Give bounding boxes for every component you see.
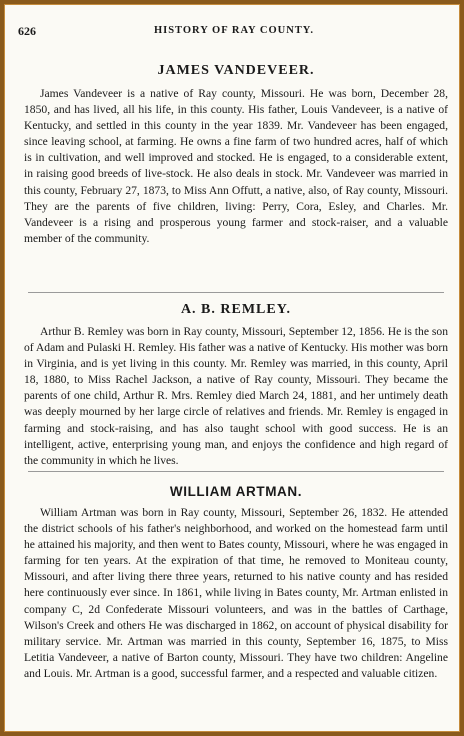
- running-title: HISTORY OF RAY COUNTY.: [153, 25, 315, 36]
- section-heading: JAMES VANDEVEER.: [157, 63, 315, 78]
- section-body: Arthur B. Remley was born in Ray county, Missouri, September 12, 1856. He is the son of Adam and Pulaski H. Remley. His father was a native of Kentucky. His mother was born in Virginia, and is yet living in this county. Mr. Remley was married, in this county, April 18, 1880, to Miss Rachel Jackson, a native of Ray county, Missouri. They became the parents of one child, Arthur R. Mrs. Remley died March 24, 1881, and her untimely death was deeply mourned by her large circle of relatives and friends. Mr. Remley is engaged in farming and stock-raising, and has also taught school with good success. He is an intelligent, active, enterprising young man, and enjoys the confidence and high regard of the community in which he lives.: [24, 325, 448, 467]
- section-divider: [28, 292, 444, 293]
- biography-section: [24, 483, 448, 682]
- biography-section: [24, 301, 448, 469]
- section-heading: A. B. REMLEY.: [180, 302, 292, 317]
- section-divider: [28, 471, 444, 472]
- section-body: James Vandeveer is a native of Ray county, Missouri. He was born, December 28, 1850, and has lived, all his life, in this county. His father, Louis Vandeveer, is a native of Kentucky, and settled in this county in the year 1839. Mr. Vandeveer has been engaged, since leaving school, at farming. He owns a fine farm of two hundred acres, half of which is in cultivation, and well improved and stocked. He is engaged, to a considerable extent, in raising good breeds of live-stock. He also deals in stock. Mr. Vandeveer was married in this county, February 27, 1873, to Miss Ann Offutt, a native, also, of Ray county, Missouri. They are the parents of five children, living: Perry, Cora, Esley, and Charles. Mr. Vandeveer is a rising and prosperous young farmer and stock-raiser, and a valuable member of the community.: [24, 87, 448, 245]
- section-heading: WILLIAM ARTMAN.: [169, 484, 303, 499]
- book-page: [16, 10, 456, 732]
- page-number: 626: [18, 24, 36, 38]
- running-header: [16, 24, 452, 40]
- biography-section: [24, 62, 448, 247]
- section-body: William Artman was born in Ray county, Missouri, September 26, 1832. He attended the district schools of his father's neighborhood, and worked on the homestead farm until he attained his majority, and then went to Bates county, Missouri, where he was engaged in farming for ten years. At the expiration of that time, he removed to Moniteau county, Missouri, and after living there three years, returned to his native county and has resided here continuously ever since. In 1861, while living in Bates county, Mr. Artman enlisted in company C, 2d Confederate Missouri volunteers, and was in the battles of Carthage, Wilson's Creek and others He was discharged in 1862, on account of physical disability for military service. Mr. Artman was married in this county, September 16, 1875, to Miss Letitia Vandeveer, a native of Barton county, Missouri. They have two children: Angeline and Louis. Mr. Artman is a good, successful farmer, and a respected and valuable citizen.: [24, 506, 448, 680]
